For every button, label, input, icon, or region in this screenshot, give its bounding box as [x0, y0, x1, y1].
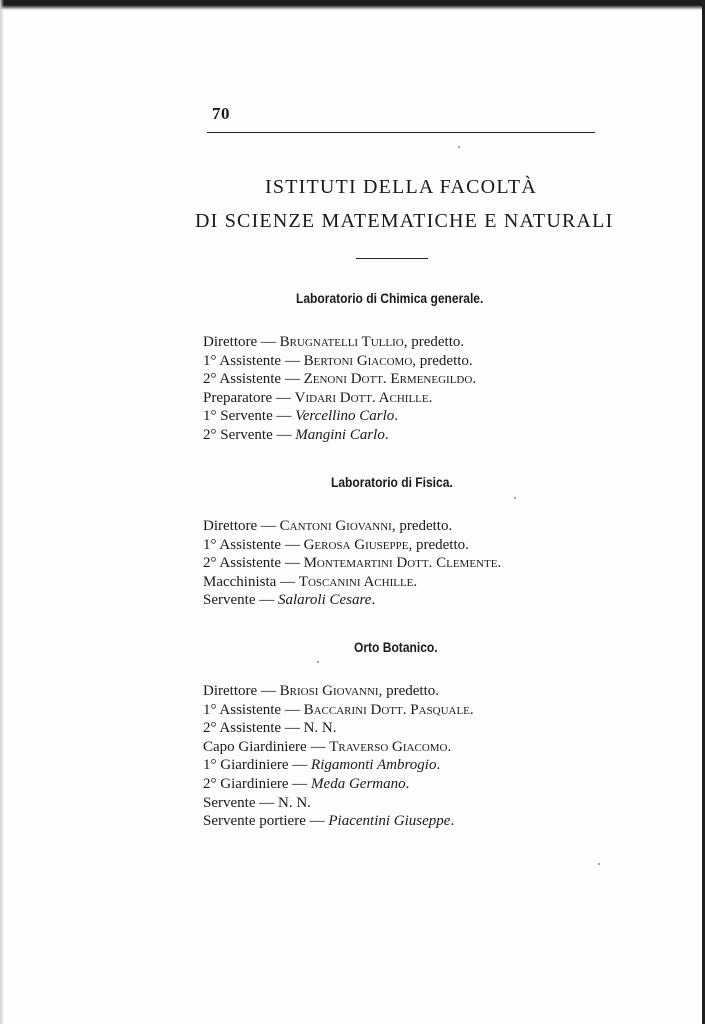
- header-rule: [207, 132, 595, 133]
- staff-role: 1° Assistente —: [203, 536, 300, 553]
- staff-suffix: , predetto.: [378, 683, 439, 699]
- staff-suffix: .: [436, 757, 441, 774]
- staff-entry: [203, 352, 476, 371]
- staff-entry: [203, 591, 501, 610]
- staff-suffix: .: [394, 408, 399, 425]
- staff-role: Servente —: [203, 794, 275, 811]
- section-heading-fisica: Laboratorio di Fisica.: [331, 474, 453, 490]
- staff-suffix: .: [428, 389, 433, 406]
- page-title-line-2: DI SCIENZE MATEMATICHE E NATURALI: [195, 210, 614, 232]
- staff-entry: [203, 370, 476, 389]
- staff-role: Direttore —: [203, 334, 276, 350]
- staff-suffix: , predetto.: [408, 536, 469, 553]
- staff-suffix: .: [371, 592, 376, 609]
- staff-entry: [203, 333, 476, 352]
- scan-speck: [514, 497, 516, 499]
- staff-name: N. N.: [303, 720, 337, 737]
- staff-name: Toscanini Achille: [298, 573, 414, 590]
- staff-role: Preparatore —: [203, 389, 291, 406]
- staff-suffix: .: [497, 555, 502, 572]
- staff-name: Briosi Giovanni: [279, 683, 379, 699]
- staff-entry: [203, 426, 476, 445]
- page-title-line-1: ISTITUTI DELLA FACOLTÀ: [265, 176, 537, 198]
- staff-entry: [203, 738, 474, 757]
- entry-list-orto-botanico: [203, 682, 474, 831]
- staff-entry: [203, 573, 501, 592]
- staff-role: Servente —: [203, 592, 275, 609]
- staff-suffix: .: [469, 701, 474, 718]
- staff-suffix: .: [472, 371, 477, 388]
- staff-role: Macchinista —: [203, 573, 296, 590]
- staff-name: Baccarini Dott. Pasquale: [303, 701, 470, 718]
- staff-role: 2° Assistente —: [203, 555, 300, 572]
- section-heading-chimica: Laboratorio di Chimica generale.: [296, 290, 484, 306]
- staff-name: Meda Germano: [311, 775, 406, 792]
- staff-entry: [203, 682, 474, 701]
- staff-role: 2° Servente —: [203, 426, 292, 443]
- staff-name: Salaroli Cesare: [277, 592, 372, 609]
- staff-name: Bertoni Giacomo: [303, 352, 413, 369]
- staff-role: 2° Giardiniere —: [203, 775, 308, 792]
- staff-name: Montemartini Dott. Clemente: [303, 555, 498, 572]
- staff-name: Zenoni Dott. Ermenegildo: [303, 371, 473, 388]
- staff-suffix: .: [447, 738, 452, 755]
- staff-role: 1° Assistente —: [203, 352, 300, 369]
- staff-role: 1° Servente —: [203, 408, 292, 425]
- staff-entry: [203, 389, 476, 408]
- staff-role: Direttore —: [203, 683, 276, 699]
- staff-entry: [203, 775, 474, 794]
- staff-entry: [203, 517, 501, 536]
- staff-name: Vidari Dott. Achille: [294, 389, 429, 406]
- staff-role: 1° Giardiniere —: [203, 757, 308, 774]
- staff-name: Vercellino Carlo: [295, 408, 395, 425]
- staff-name: Brugnatelli Tullio: [279, 334, 404, 350]
- staff-entry: [203, 407, 476, 426]
- page-number: 70: [212, 104, 230, 123]
- staff-suffix: , predetto.: [403, 334, 465, 350]
- staff-name: Traverso Giacomo: [329, 738, 448, 755]
- entry-list-fisica: [203, 517, 501, 610]
- staff-name: Piacentini Giuseppe: [328, 813, 451, 830]
- staff-suffix: , predetto.: [412, 352, 473, 369]
- staff-role: 2° Assistente —: [203, 720, 300, 737]
- staff-suffix: , predetto.: [391, 518, 453, 534]
- scan-left-edge: [0, 0, 4, 1024]
- staff-role: 1° Assistente —: [203, 701, 300, 718]
- staff-role: Capo Giardiniere —: [203, 738, 326, 755]
- staff-name: Gerosa Giuseppe: [303, 536, 409, 553]
- staff-name: Rigamonti Ambrogio: [311, 757, 437, 774]
- staff-role: 2° Assistente —: [203, 371, 300, 388]
- staff-name: Mangini Carlo: [295, 426, 385, 443]
- staff-name: N. N.: [277, 794, 311, 811]
- staff-entry: [203, 719, 474, 738]
- staff-suffix: .: [450, 813, 455, 830]
- staff-entry: [203, 812, 474, 831]
- scan-speck: [458, 146, 460, 148]
- staff-role: Servente portiere —: [203, 813, 325, 830]
- scan-speck: [317, 661, 319, 663]
- staff-role: Direttore —: [203, 518, 276, 534]
- section-heading-orto-botanico: Orto Botanico.: [354, 639, 438, 655]
- staff-entry: [203, 536, 501, 555]
- title-rule: [356, 258, 428, 259]
- scan-top-edge: [0, 0, 705, 10]
- staff-suffix: .: [405, 775, 410, 792]
- staff-name: Cantoni Giovanni: [279, 518, 392, 534]
- staff-entry: [203, 756, 474, 775]
- scan-speck: [598, 863, 600, 865]
- staff-entry: [203, 554, 501, 573]
- staff-entry: [203, 794, 474, 813]
- entry-list-chimica: [203, 333, 476, 445]
- staff-suffix: .: [413, 573, 418, 590]
- staff-entry: [203, 701, 474, 720]
- staff-suffix: .: [384, 426, 389, 443]
